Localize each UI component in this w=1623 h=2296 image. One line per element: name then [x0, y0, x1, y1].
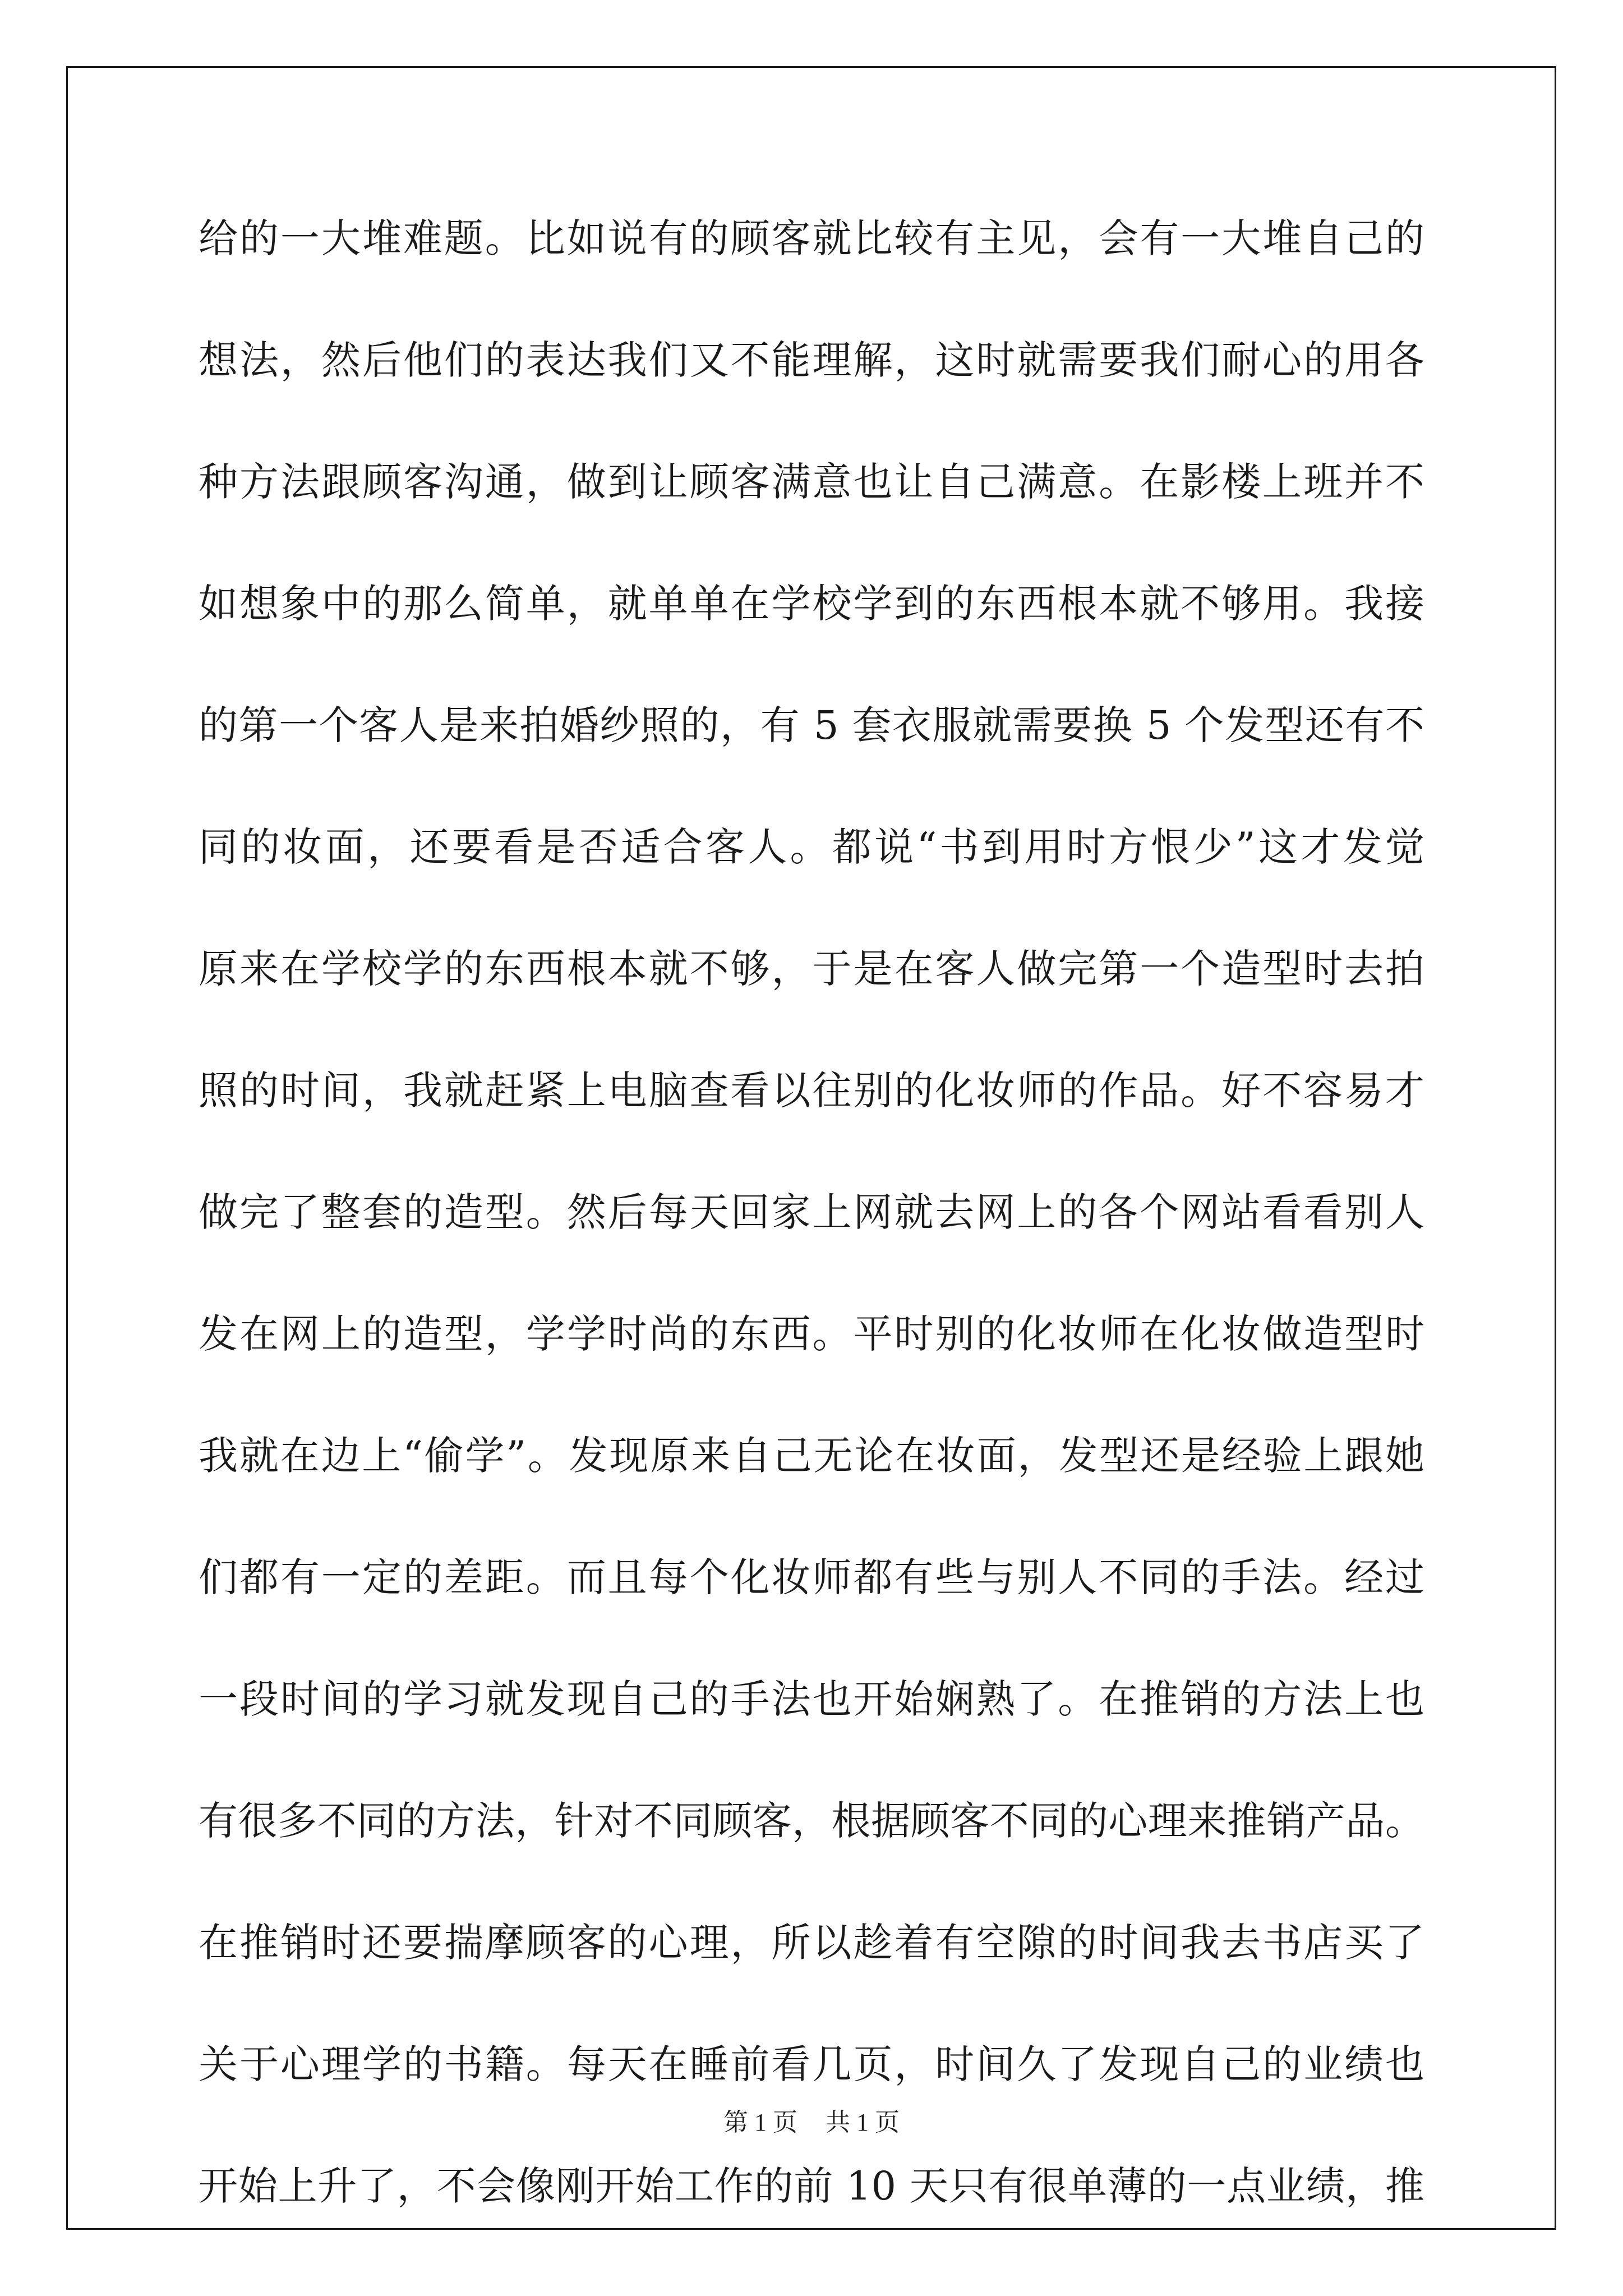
text-line: 一段时间的学习就发现自己的手法也开始娴熟了。在推销的方法上也: [199, 1676, 1424, 1722]
current-page-label: 第 1 页: [723, 2109, 797, 2136]
text-line: 在推销时还要揣摩顾客的心理，所以趁着有空隙的时间我去书店买了: [199, 1920, 1424, 1966]
text-line: 的第一个客人是来拍婚纱照的，有 5 套衣服就需要换 5 个发型还有不: [199, 702, 1424, 748]
text-line: 原来在学校学的东西根本就不够，于是在客人做完第一个造型时去拍: [199, 946, 1424, 992]
text-line: 想法，然后他们的表达我们又不能理解，这时就需要我们耐心的用各: [199, 337, 1424, 383]
total-pages-label: 共 1 页: [826, 2109, 900, 2136]
text-line: 开始上升了，不会像刚开始工作的前 10 天只有很单薄的一点业绩，推: [199, 2163, 1424, 2209]
body-text: [199, 215, 1424, 2288]
text-line: 关于心理学的书籍。每天在睡前看几页，时间久了发现自己的业绩也: [199, 2041, 1424, 2087]
text-line: 照的时间，我就赶紧上电脑查看以往别的化妆师的作品。好不容易才: [199, 1068, 1424, 1114]
text-line: 同的妆面，还要看是否适合客人。都说“书到用时方恨少”这才发觉: [199, 824, 1424, 870]
text-line: 们都有一定的差距。而且每个化妆师都有些与别人不同的手法。经过: [199, 1554, 1424, 1600]
text-line: 有很多不同的方法，针对不同顾客，根据顾客不同的心理来推销产品。: [199, 1798, 1424, 1844]
text-line: 发在网上的造型，学学时尚的东西。平时别的化妆师在化妆做造型时: [199, 1311, 1424, 1357]
page-footer: [0, 2110, 1623, 2135]
text-line: 我就在边上“偷学”。发现原来自己无论在妆面，发型还是经验上跟她: [199, 1433, 1424, 1479]
text-line: 种方法跟顾客沟通，做到让顾客满意也让自己满意。在影楼上班并不: [199, 459, 1424, 505]
text-line: 给的一大堆难题。比如说有的顾客就比较有主见，会有一大堆自己的: [199, 215, 1424, 261]
text-line: 做完了整套的造型。然后每天回家上网就去网上的各个网站看看别人: [199, 1189, 1424, 1235]
text-line: 如想象中的那么简单，就单单在学校学到的东西根本就不够用。我接: [199, 581, 1424, 627]
